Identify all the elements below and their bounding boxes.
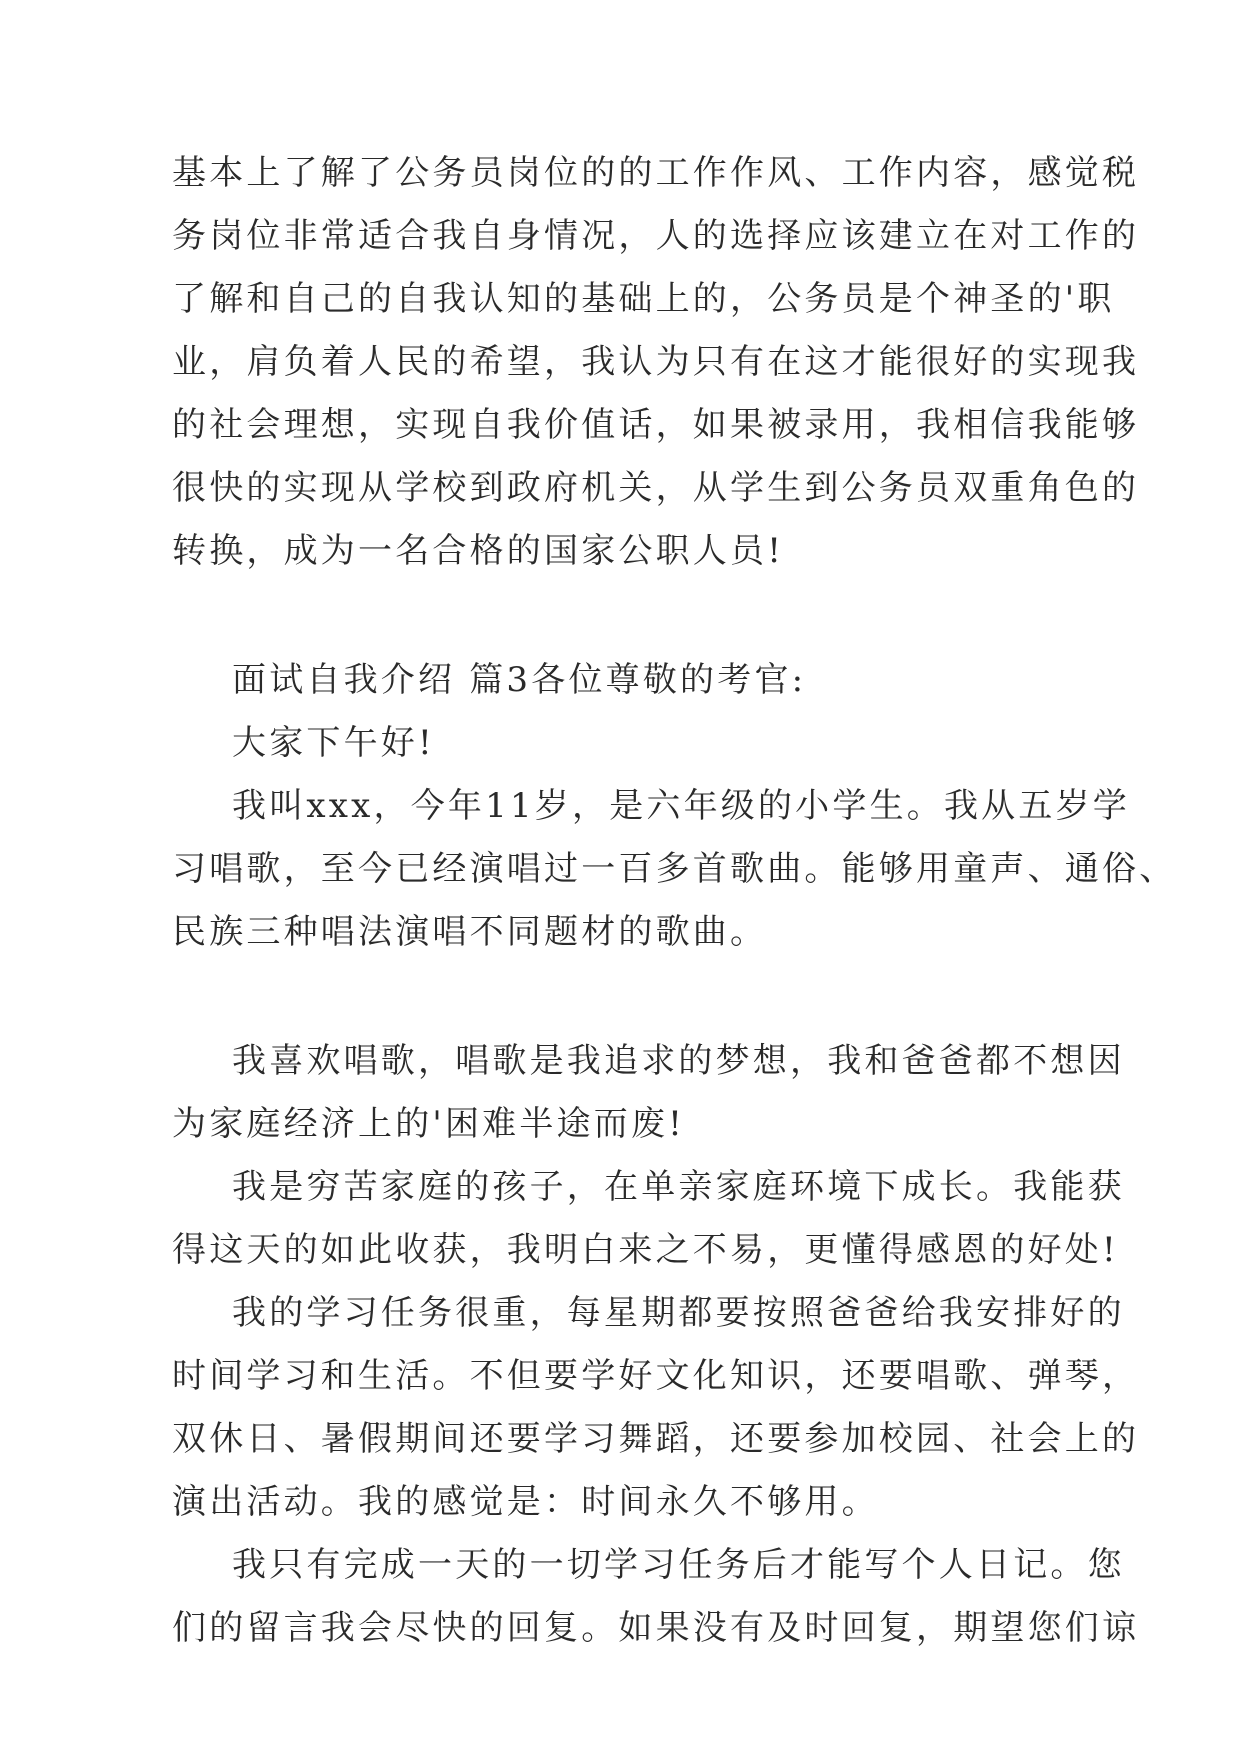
paragraph-line: 我叫xxx，今年11岁，是六年级的小学生。我从五岁学 (232, 786, 1130, 826)
paragraph-line: 双休日、暑假期间还要学习舞蹈，还要参加校园、社会上的 (172, 1419, 1140, 1459)
paragraph-line: 我的学习任务很重，每星期都要按照爸爸给我安排好的 (232, 1293, 1125, 1333)
paragraph-line: 很快的实现从学校到政府机关，从学生到公务员双重角色的 (172, 468, 1140, 508)
paragraph-line: 业，肩负着人民的希望，我认为只有在这才能很好的实现我 (172, 342, 1140, 382)
paragraph-line: 基本上了解了公务员岗位的的工作作风、工作内容，感觉税 (172, 153, 1140, 193)
paragraph-line: 我只有完成一天的一切学习任务后才能写个人日记。您 (232, 1545, 1125, 1585)
paragraph-line: 们的留言我会尽快的回复。如果没有及时回复，期望您们谅 (172, 1608, 1140, 1648)
paragraph-line: 时间学习和生活。不但要学好文化知识，还要唱歌、弹琴， (172, 1356, 1140, 1396)
paragraph-line: 了解和自己的自我认知的基础上的，公务员是个神圣的'职 (172, 279, 1115, 319)
paragraph-line: 转换，成为一名合格的国家公职人员! (172, 531, 785, 571)
paragraph-line: 习唱歌，至今已经演唱过一百多首歌曲。能够用童声、通俗、 (172, 849, 1177, 889)
paragraph-line: 得这天的如此收获，我明白来之不易，更懂得感恩的好处! (172, 1230, 1119, 1270)
paragraph-line: 的社会理想，实现自我价值话，如果被录用，我相信我能够 (172, 405, 1140, 445)
section-heading: 面试自我介绍 篇3各位尊敬的考官: (232, 660, 807, 700)
paragraph-line: 演出活动。我的感觉是：时间永久不够用。 (172, 1482, 879, 1522)
paragraph-line: 我是穷苦家庭的孩子，在单亲家庭环境下成长。我能获 (232, 1167, 1125, 1207)
paragraph-line: 我喜欢唱歌，唱歌是我追求的梦想，我和爸爸都不想因 (232, 1041, 1125, 1081)
paragraph-line: 为家庭经济上的'困难半途而废! (172, 1104, 686, 1144)
paragraph-line: 民族三种唱法演唱不同题材的歌曲。 (172, 912, 768, 952)
greeting-line: 大家下午好! (232, 723, 435, 763)
paragraph-line: 务岗位非常适合我自身情况，人的选择应该建立在对工作的 (172, 216, 1140, 256)
